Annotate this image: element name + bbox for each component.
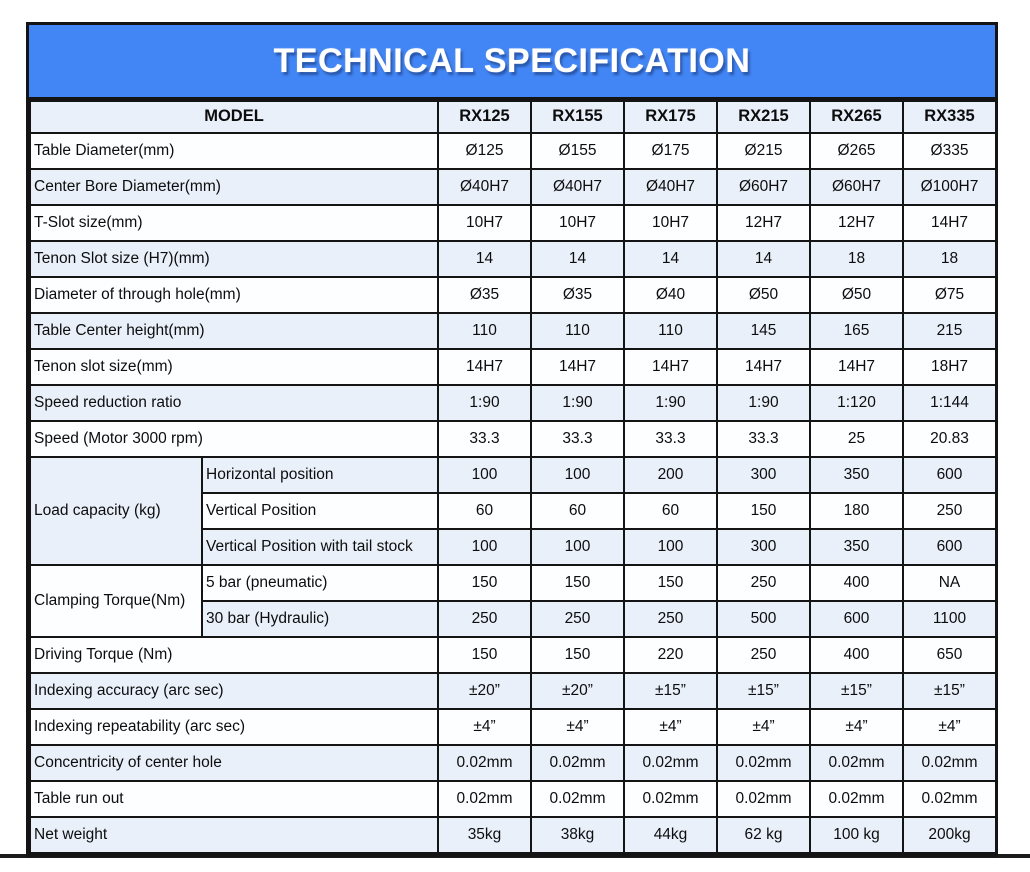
model-header-row xyxy=(30,101,996,133)
spec-value-cell: 100 xyxy=(438,457,531,493)
spec-value-cell: 14 xyxy=(717,241,810,277)
row-label: Concentricity of center hole xyxy=(30,745,438,781)
row-label: Indexing accuracy (arc sec) xyxy=(30,673,438,709)
spec-value-cell: ±20” xyxy=(531,673,624,709)
spec-value-cell: 44kg xyxy=(624,817,717,853)
table-row xyxy=(30,277,996,313)
table-row xyxy=(30,349,996,385)
row-label: Diameter of through hole(mm) xyxy=(30,277,438,313)
spec-value-cell: NA xyxy=(903,565,996,601)
spec-value-cell: ±4” xyxy=(531,709,624,745)
table-title-bar xyxy=(29,25,995,100)
spec-value-cell: 500 xyxy=(717,601,810,637)
spec-value-cell: 14H7 xyxy=(903,205,996,241)
spec-value-cell: 100 xyxy=(438,529,531,565)
spec-value-cell: 0.02mm xyxy=(810,781,903,817)
spec-value-cell: 250 xyxy=(903,493,996,529)
row-label: Table run out xyxy=(30,781,438,817)
spec-value-cell: 12H7 xyxy=(810,205,903,241)
row-label: Indexing repeatability (arc sec) xyxy=(30,709,438,745)
spec-value-cell: 18H7 xyxy=(903,349,996,385)
row-label: 30 bar (Hydraulic) xyxy=(202,601,438,637)
spec-value-cell: 33.3 xyxy=(717,421,810,457)
spec-value-cell: 600 xyxy=(810,601,903,637)
spec-value-cell: 250 xyxy=(624,601,717,637)
spec-value-cell: 150 xyxy=(531,637,624,673)
spec-value-cell: ±15” xyxy=(717,673,810,709)
spec-value-cell: 300 xyxy=(717,457,810,493)
spec-value-cell: 0.02mm xyxy=(903,781,996,817)
spec-value-cell: 10H7 xyxy=(531,205,624,241)
spec-value-cell: ±4” xyxy=(438,709,531,745)
spec-value-cell: ±4” xyxy=(810,709,903,745)
spec-value-cell: 0.02mm xyxy=(438,781,531,817)
row-label: T-Slot size(mm) xyxy=(30,205,438,241)
table-row xyxy=(30,745,996,781)
spec-value-cell: Ø75 xyxy=(903,277,996,313)
spec-value-cell: ±4” xyxy=(903,709,996,745)
spec-value-cell: 100 xyxy=(624,529,717,565)
spec-table-head xyxy=(30,101,996,133)
spec-value-cell: 14H7 xyxy=(624,349,717,385)
spec-value-cell: 33.3 xyxy=(624,421,717,457)
spec-value-cell: 650 xyxy=(903,637,996,673)
model-header-rx215: RX215 xyxy=(717,101,810,133)
model-header-rx265: RX265 xyxy=(810,101,903,133)
spec-value-cell: 250 xyxy=(717,565,810,601)
spec-value-cell: 12H7 xyxy=(717,205,810,241)
spec-value-cell: 250 xyxy=(531,601,624,637)
spec-value-cell: Ø100H7 xyxy=(903,169,996,205)
model-header-rx175: RX175 xyxy=(624,101,717,133)
spec-value-cell: 0.02mm xyxy=(624,781,717,817)
row-label: Horizontal position xyxy=(202,457,438,493)
spec-value-cell: Ø125 xyxy=(438,133,531,169)
spec-value-cell: 18 xyxy=(903,241,996,277)
spec-value-cell: 10H7 xyxy=(624,205,717,241)
spec-value-cell: 18 xyxy=(810,241,903,277)
spec-value-cell: 60 xyxy=(531,493,624,529)
table-row xyxy=(30,313,996,349)
spec-value-cell: ±4” xyxy=(717,709,810,745)
row-label: Net weight xyxy=(30,817,438,853)
spec-value-cell: 1100 xyxy=(903,601,996,637)
spec-value-cell: 350 xyxy=(810,457,903,493)
spec-value-cell: 180 xyxy=(810,493,903,529)
spec-value-cell: 1:90 xyxy=(531,385,624,421)
spec-value-cell: 145 xyxy=(717,313,810,349)
spec-value-cell: 600 xyxy=(903,529,996,565)
spec-value-cell: 14 xyxy=(438,241,531,277)
spec-value-cell: 110 xyxy=(624,313,717,349)
spec-value-cell: 200 xyxy=(624,457,717,493)
spec-value-cell: 0.02mm xyxy=(903,745,996,781)
spec-value-cell: 600 xyxy=(903,457,996,493)
row-label: Center Bore Diameter(mm) xyxy=(30,169,438,205)
model-header-rx125: RX125 xyxy=(438,101,531,133)
spec-value-cell: Ø40H7 xyxy=(624,169,717,205)
model-header-rx335: RX335 xyxy=(903,101,996,133)
table-row xyxy=(30,133,996,169)
spec-value-cell: 110 xyxy=(531,313,624,349)
spec-value-cell: 220 xyxy=(624,637,717,673)
spec-value-cell: 1:144 xyxy=(903,385,996,421)
spec-value-cell: Ø35 xyxy=(438,277,531,313)
spec-value-cell: 200kg xyxy=(903,817,996,853)
spec-value-cell: Ø175 xyxy=(624,133,717,169)
spec-value-cell: 1:90 xyxy=(438,385,531,421)
spec-value-cell: 62 kg xyxy=(717,817,810,853)
spec-value-cell: 150 xyxy=(531,565,624,601)
spec-value-cell: 110 xyxy=(438,313,531,349)
spec-value-cell: 100 xyxy=(531,529,624,565)
table-row xyxy=(30,817,996,853)
spec-value-cell: 1:90 xyxy=(624,385,717,421)
spec-value-cell: Ø35 xyxy=(531,277,624,313)
spec-value-cell: 400 xyxy=(810,637,903,673)
spec-value-cell: 38kg xyxy=(531,817,624,853)
table-row xyxy=(30,673,996,709)
spec-value-cell: 60 xyxy=(438,493,531,529)
spec-value-cell: 10H7 xyxy=(438,205,531,241)
row-label: Table Center height(mm) xyxy=(30,313,438,349)
spec-value-cell: 150 xyxy=(438,565,531,601)
spec-value-cell: 14 xyxy=(531,241,624,277)
table-row xyxy=(30,421,996,457)
spec-value-cell: 14H7 xyxy=(810,349,903,385)
spec-value-cell: 14H7 xyxy=(717,349,810,385)
spec-value-cell: 165 xyxy=(810,313,903,349)
spec-value-cell: 0.02mm xyxy=(438,745,531,781)
spec-value-cell: 215 xyxy=(903,313,996,349)
spec-value-cell: 100 kg xyxy=(810,817,903,853)
table-row xyxy=(30,565,996,601)
spec-value-cell: 0.02mm xyxy=(717,745,810,781)
row-group-label: Clamping Torque(Nm) xyxy=(30,565,202,637)
table-row xyxy=(30,637,996,673)
table-row xyxy=(30,781,996,817)
spec-value-cell: 14H7 xyxy=(438,349,531,385)
spec-value-cell: Ø265 xyxy=(810,133,903,169)
spec-value-cell: 33.3 xyxy=(438,421,531,457)
row-group-label: Load capacity (kg) xyxy=(30,457,202,565)
spec-value-cell: 60 xyxy=(624,493,717,529)
spec-value-cell: Ø60H7 xyxy=(810,169,903,205)
spec-value-cell: ±15” xyxy=(810,673,903,709)
spec-value-cell: Ø335 xyxy=(903,133,996,169)
spec-value-cell: 0.02mm xyxy=(810,745,903,781)
spec-value-cell: 400 xyxy=(810,565,903,601)
spec-value-cell: 33.3 xyxy=(531,421,624,457)
spec-value-cell: 14 xyxy=(624,241,717,277)
spec-value-cell: 0.02mm xyxy=(531,745,624,781)
row-label: Driving Torque (Nm) xyxy=(30,637,438,673)
spec-value-cell: 150 xyxy=(717,493,810,529)
spec-value-cell: ±4” xyxy=(624,709,717,745)
spec-value-cell: Ø40H7 xyxy=(438,169,531,205)
row-label: Vertical Position with tail stock xyxy=(202,529,438,565)
spec-value-cell: 25 xyxy=(810,421,903,457)
table-row xyxy=(30,709,996,745)
spec-value-cell: 250 xyxy=(438,601,531,637)
spec-value-cell: ±15” xyxy=(903,673,996,709)
table-row xyxy=(30,169,996,205)
row-label: Tenon Slot size (H7)(mm) xyxy=(30,241,438,277)
spec-value-cell: 300 xyxy=(717,529,810,565)
spec-value-cell: ±20” xyxy=(438,673,531,709)
spec-value-cell: 0.02mm xyxy=(624,745,717,781)
table-row xyxy=(30,205,996,241)
spec-value-cell: 20.83 xyxy=(903,421,996,457)
spec-value-cell: 150 xyxy=(438,637,531,673)
spec-value-cell: Ø40H7 xyxy=(531,169,624,205)
spec-value-cell: Ø60H7 xyxy=(717,169,810,205)
spec-table-body xyxy=(30,133,996,853)
spec-value-cell: 350 xyxy=(810,529,903,565)
spec-value-cell: 0.02mm xyxy=(717,781,810,817)
table-row xyxy=(30,457,996,493)
table-row xyxy=(30,241,996,277)
spec-value-cell: 250 xyxy=(717,637,810,673)
spec-value-cell: 150 xyxy=(624,565,717,601)
row-label: 5 bar (pneumatic) xyxy=(202,565,438,601)
row-label: Speed reduction ratio xyxy=(30,385,438,421)
spec-value-cell: ±15” xyxy=(624,673,717,709)
row-label: Speed (Motor 3000 rpm) xyxy=(30,421,438,457)
spec-value-cell: Ø50 xyxy=(810,277,903,313)
spec-value-cell: Ø215 xyxy=(717,133,810,169)
page-title: TECHNICAL SPECIFICATION xyxy=(273,41,751,80)
spec-table xyxy=(29,100,997,854)
model-column-header: MODEL xyxy=(30,101,438,133)
spec-value-cell: 0.02mm xyxy=(531,781,624,817)
row-label: Tenon slot size(mm) xyxy=(30,349,438,385)
spec-value-cell: 35kg xyxy=(438,817,531,853)
model-header-rx155: RX155 xyxy=(531,101,624,133)
spec-value-cell: 1:90 xyxy=(717,385,810,421)
row-label: Vertical Position xyxy=(202,493,438,529)
table-row xyxy=(30,385,996,421)
technical-specification-sheet xyxy=(26,22,998,857)
spec-value-cell: 100 xyxy=(531,457,624,493)
row-label: Table Diameter(mm) xyxy=(30,133,438,169)
spec-value-cell: Ø40 xyxy=(624,277,717,313)
spec-value-cell: Ø50 xyxy=(717,277,810,313)
spec-value-cell: 1:120 xyxy=(810,385,903,421)
spec-value-cell: 14H7 xyxy=(531,349,624,385)
spec-value-cell: Ø155 xyxy=(531,133,624,169)
